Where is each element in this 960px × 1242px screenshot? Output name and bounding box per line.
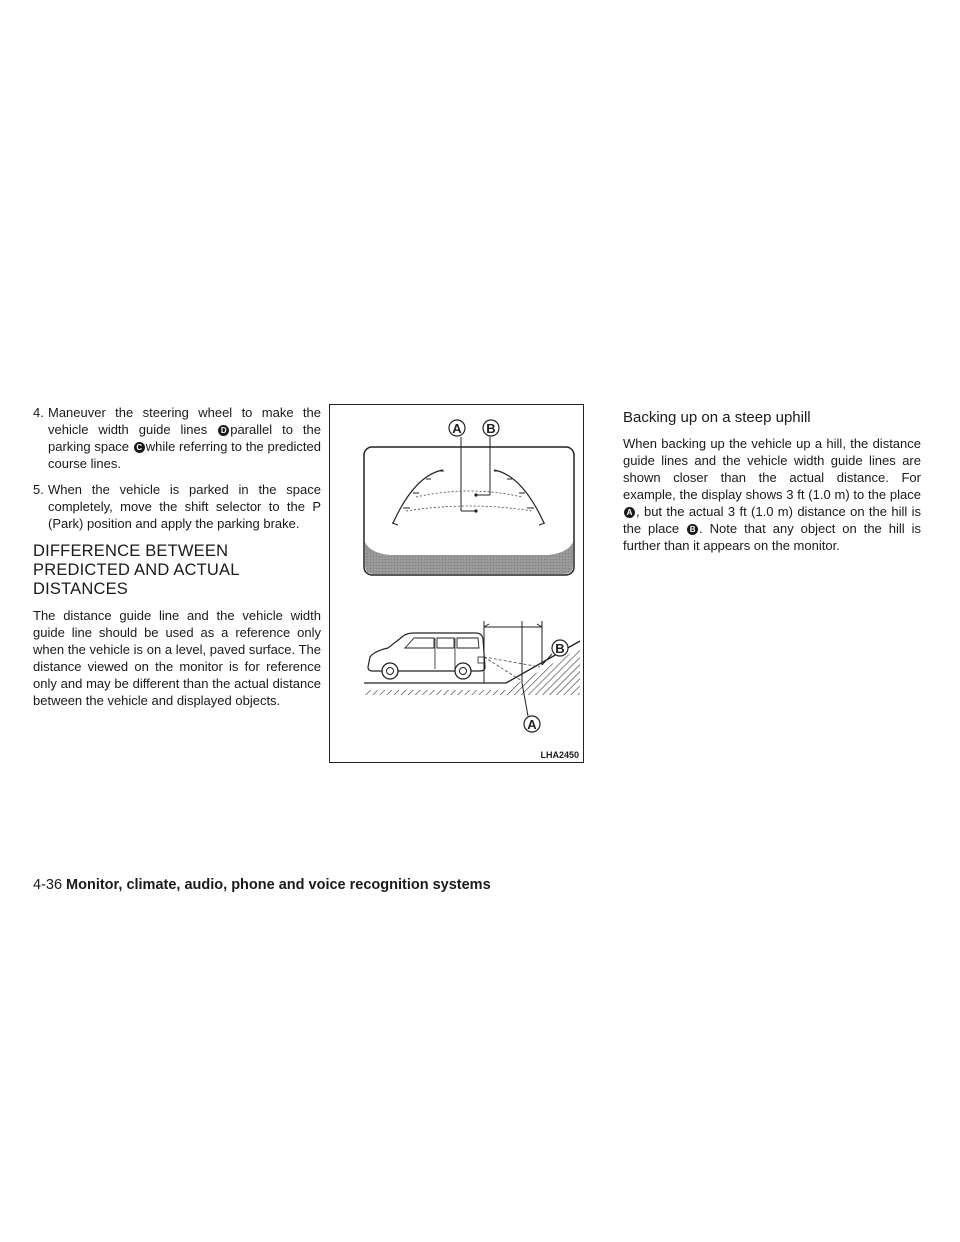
section-body-difference: The distance guide line and the vehicle width guide line should be used as a reference only when the vehicle is on a level, paved surface. The distance viewed on the monitor is for reference only and may be different than the actual distance between the vehicle and displayed objects. [33,608,321,708]
right-column [623,404,921,554]
figure-code: LHA2450 [540,750,579,760]
step-text: When the vehicle is parked in the space completely, move the shift selector to the P (Park) position and apply the parking brake. [48,482,321,531]
callout-b-label: B [486,421,496,436]
callout-a-label: A [452,421,462,436]
figure-illustration [330,405,585,764]
distance-markers [484,621,552,716]
uphill-text-part: When backing up the vehicle up a hill, the distance guide lines and the vehicle width guide lines are shown closer than the actual distance. For example, the display shows 3 ft (1.0 m) to the place [623,436,921,502]
callout-d-marker: D [218,425,229,436]
uphill-text-part: . Note that any object on the hill is further than it appears on the monitor. [623,521,921,553]
callout-a-bottom [524,716,540,732]
callout-c-marker: C [134,442,145,453]
monitor-screen [364,437,574,575]
callout-a-top [449,420,465,436]
uphill-text-part: , but the actual 3 ft (1.0 m) distance on the hill is the place [623,504,921,536]
section-body-uphill [623,435,921,554]
step-5 [33,481,321,532]
step-text-part: parallel to the parking space [48,422,321,454]
step-number: 5. [33,482,44,497]
backup-camera-hill-figure [329,404,584,763]
callout-b-label: B [555,641,565,656]
suv-vehicle [368,633,485,679]
callout-a-label: A [527,717,537,732]
callout-a-marker: A [624,507,635,518]
chapter-title: Monitor, climate, audio, phone and voice recognition systems [66,877,491,893]
page-number: 4-36 [33,877,63,893]
step-text [48,404,321,472]
step-text-part: while referring to the predicted course lines. [48,439,321,471]
step-4 [33,404,321,472]
step-number: 4. [33,405,44,420]
callout-b-top [483,420,499,436]
section-heading-uphill: Backing up on a steep uphill [623,409,811,426]
left-column [33,404,321,709]
step-text-part: Maneuver the steering wheel to make the vehicle width guide lines [48,405,321,437]
page-footer [33,877,491,893]
callout-b-bottom [552,640,568,656]
callout-b-marker: B [687,524,698,535]
section-heading-difference: DIFFERENCE BETWEEN PREDICTED AND ACTUAL DISTANCES [33,542,240,598]
